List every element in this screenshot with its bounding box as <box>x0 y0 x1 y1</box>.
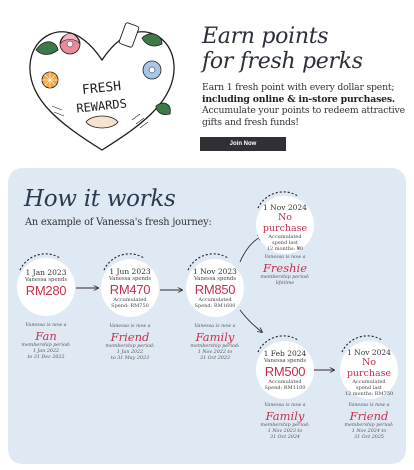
tier-6 <box>340 402 398 441</box>
node-accumulated-label: spend last <box>356 385 382 391</box>
hero-title-line1: Earn points <box>202 24 329 49</box>
hero-title-line2: for fresh perks <box>202 49 363 74</box>
tier-now: Vanessa is now a <box>25 323 67 328</box>
node-accumulated: Accumulated <box>198 296 232 303</box>
node-accumulated-value: 12 months: ₦0 <box>266 246 304 252</box>
node-date: 1 Jan 2023 <box>25 268 67 277</box>
node-date: 1 Jun 2023 <box>109 267 151 276</box>
tier-name: Fan <box>35 329 57 343</box>
journey-node-3 <box>186 259 244 317</box>
node-amount: RM850 <box>194 281 236 297</box>
fresh-rewards-logo <box>22 10 182 160</box>
journey-node-1 <box>17 258 75 316</box>
hero-title <box>202 24 408 74</box>
node-amount: RM500 <box>264 363 306 379</box>
node-amount: No purchase <box>346 357 392 379</box>
tier-period-start: 1 Jan 2022 <box>32 349 60 354</box>
tier-period-start: 1 Nov 2022 to <box>197 350 233 355</box>
tier-now: Vanessa is now a <box>194 324 236 329</box>
node-date: 1 Nov 2024 <box>263 203 307 212</box>
logo-text-rewards: REWARDS <box>75 96 128 116</box>
node-accumulated-value: Spend: RM1100 <box>264 384 306 391</box>
node-accumulated-value: 12 months: RM750 <box>344 391 394 397</box>
node-amount: RM470 <box>109 281 151 297</box>
tier-name: Family <box>195 330 235 344</box>
node-date: 1 Nov 2024 <box>347 348 391 357</box>
tier-name: Friend <box>349 409 389 423</box>
journey-node-4 <box>256 196 314 254</box>
tier-period-label: membership period: <box>344 423 394 428</box>
tier-now: Vanessa is now a <box>348 403 390 408</box>
node-date: 1 Feb 2024 <box>263 349 307 358</box>
hero-desc-part2: Accumulate your points to redeem attractive gifts and fresh funds! <box>202 105 405 128</box>
hero-desc-bold: including online & in-store purchases. <box>202 93 395 105</box>
join-now-button[interactable]: Join Now <box>200 137 286 151</box>
tier-3 <box>186 323 244 362</box>
tier-period-start: 1 Jun 2022 <box>116 350 144 355</box>
journey-node-2 <box>101 259 159 317</box>
tier-period-label: membership period: <box>260 423 310 428</box>
node-amount: No purchase <box>262 212 308 234</box>
tier-4 <box>254 254 316 287</box>
tier-period-label: membership period: <box>190 344 240 349</box>
tier-period-label: membership period: <box>21 343 71 348</box>
tier-period-label: membership period: <box>105 344 155 349</box>
journey-node-5 <box>256 341 314 399</box>
node-accumulated: Accumulated <box>113 296 147 303</box>
journey-node-6 <box>340 341 398 399</box>
tier-name: Friend <box>110 330 150 344</box>
tier-2 <box>101 323 159 362</box>
tier-period-end: 31 Oct 2023 <box>200 356 230 361</box>
tier-name: Freshie <box>262 261 308 275</box>
tier-now: Vanessa is now a <box>264 255 306 260</box>
node-accumulated: Accumulated <box>352 379 386 385</box>
tier-period-label: membership period: <box>260 275 310 280</box>
hero-text-block <box>202 24 408 128</box>
tier-period-end: to 31 May 2023 <box>110 356 150 361</box>
tier-period-end: to 31 Dec 2022 <box>27 355 65 360</box>
node-accumulated-value: Spend: RM750 <box>111 302 149 309</box>
hero-desc-part1: Earn 1 fresh point with every dollar spent; <box>202 82 395 93</box>
tier-now: Vanessa is now a <box>109 324 151 329</box>
node-accumulated-label: spend last <box>272 240 298 246</box>
logo-text-fresh: FRESH <box>81 79 122 99</box>
tier-5 <box>256 402 314 441</box>
tier-1 <box>17 322 75 361</box>
node-text: Vanessa spends <box>193 276 237 282</box>
how-it-works-subtitle: An example of Vanessa's fresh journey: <box>25 217 212 228</box>
node-accumulated: Accumulated <box>268 378 302 385</box>
node-accumulated-value: Spend: RM1600 <box>194 302 236 309</box>
tier-period-start: lifetime <box>275 281 295 286</box>
node-date: 1 Nov 2023 <box>193 267 237 276</box>
tier-period-start: 1 Nov 2024 to <box>351 429 387 434</box>
tier-period-end: 31 Oct 2025 <box>354 435 384 440</box>
node-text: Vanessa spends <box>108 276 152 282</box>
node-amount: RM280 <box>25 282 67 298</box>
how-it-works-title: How it works <box>24 186 176 212</box>
tier-period-end: 31 Oct 2024 <box>270 435 300 440</box>
tier-period-start: 1 Nov 2023 to <box>267 429 303 434</box>
node-text: Vanessa spends <box>263 358 307 364</box>
tier-name: Family <box>265 409 305 423</box>
node-text: Vanessa spends <box>24 277 68 283</box>
node-accumulated: Accumulated <box>268 234 302 240</box>
hero-description <box>202 82 408 128</box>
tier-now: Vanessa is now a <box>264 403 306 408</box>
